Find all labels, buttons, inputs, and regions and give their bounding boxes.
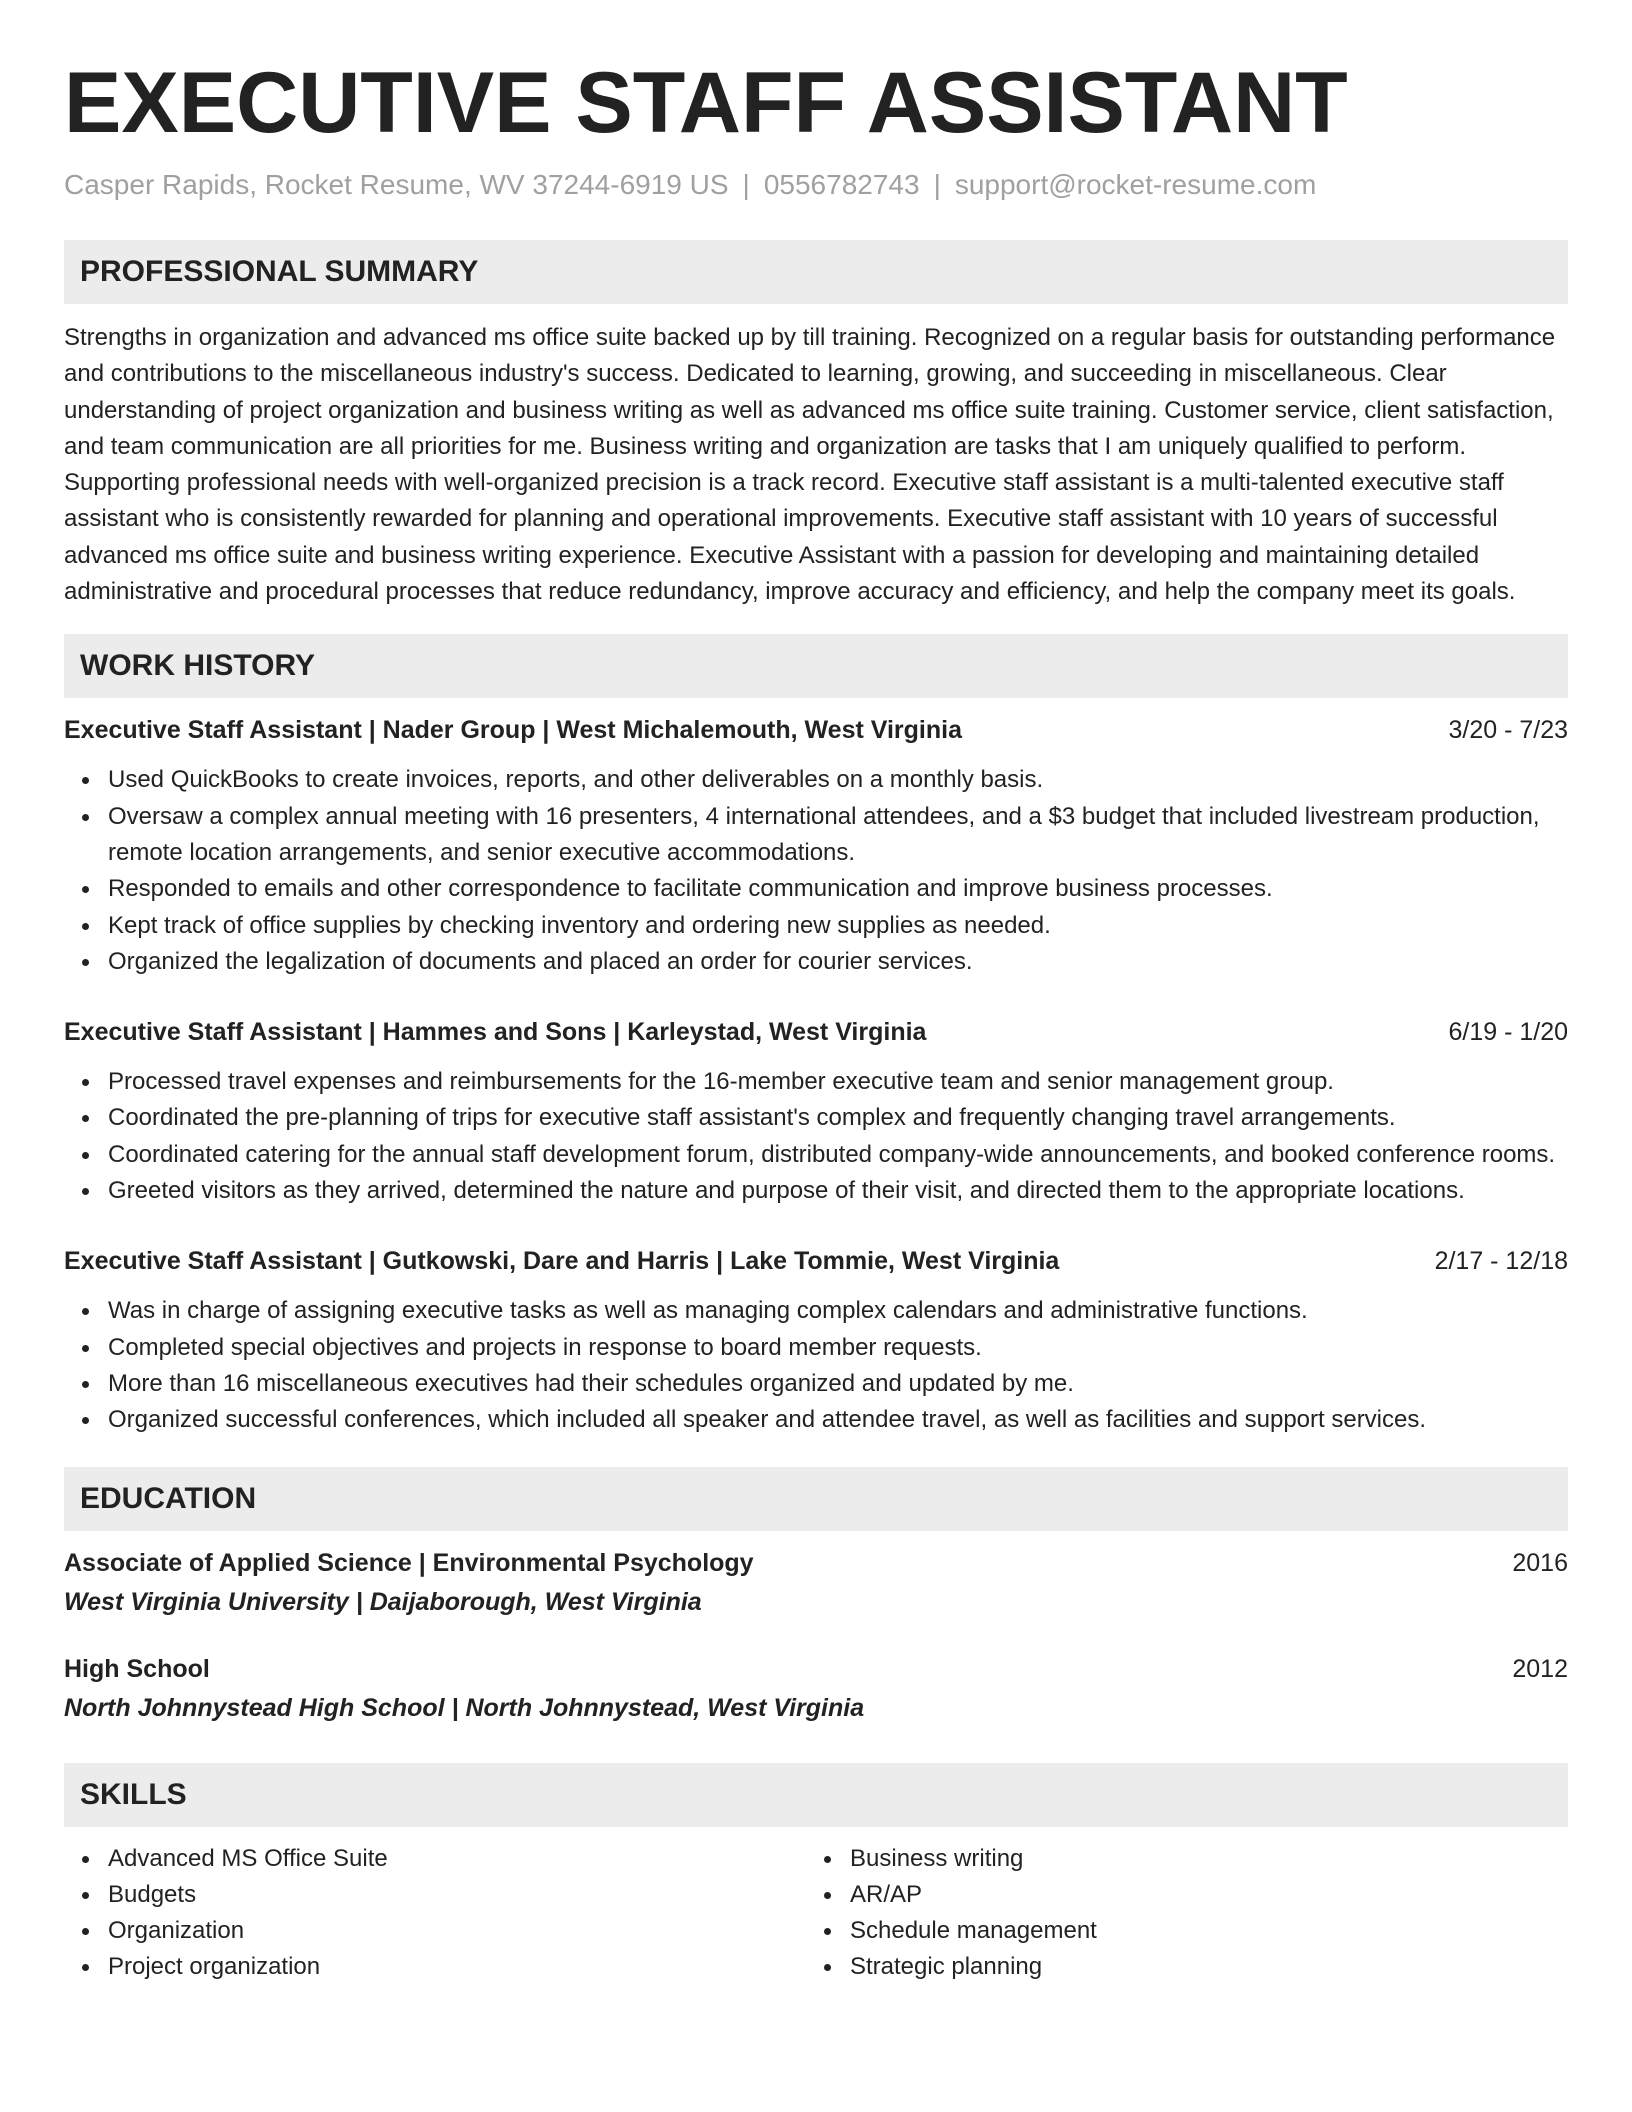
job-title: Executive Staff Assistant | Nader Group | West Michalemouth, West Virginia [64, 716, 962, 745]
skill-item: AR/AP [850, 1877, 1548, 1913]
education-school: West Virginia University | Daijaborough, West Virginia [64, 1587, 702, 1616]
job-bullet: More than 16 miscellaneous executives had their schedules organized and updated by me. [108, 1366, 1568, 1402]
job-entry [64, 1243, 1568, 1438]
job-bullet: Completed special objectives and projects in response to board member requests. [108, 1330, 1568, 1366]
work-history-heading: WORK HISTORY [64, 634, 1568, 698]
job-bullet: Used QuickBooks to create invoices, reports, and other deliverables on a monthly basis. [108, 762, 1568, 798]
contact-email: support@rocket-resume.com [954, 169, 1317, 200]
summary-text: Strengths in organization and advanced ms office suite backed up by till training. Recognized on a regular basis for outstanding performance and contributions to the miscellaneous industry's success. Dedicated to learning, growing, and succeeding in miscellaneous. Clear understanding of project organization and business writing as well as advanced ms office suite training. Customer service, client satisfaction, and team communication are all priorities for me. Business writing and organization are tasks that I am uniquely qualified to perform. Supporting professional needs with well-organized precision is a track record. Executive staff assistant is a multi-talented executive staff assistant who is consistently rewarded for planning and operational improvements. Executive staff assistant with 10 years of successful advanced ms office suite and business writing experience. Executive Assistant with a passion for developing and maintaining detailed administrative and procedural processes that reduce redundancy, improve accuracy and efficiency, and help the company meet its goals. [64, 324, 1556, 606]
contact-line [64, 166, 1568, 204]
job-bullets [64, 1064, 1568, 1209]
job-bullet: Processed travel expenses and reimbursements for the 16-member executive team and senior management group. [108, 1064, 1568, 1100]
skill-item: Project organization [108, 1949, 806, 1985]
education-school: North Johnnystead High School | North Johnnystead, West Virginia [64, 1693, 865, 1722]
job-bullet: Was in charge of assigning executive tasks as well as managing complex calendars and administrative functions. [108, 1293, 1568, 1329]
skills-list [64, 1841, 1568, 1986]
education-year: 2016 [1512, 1548, 1568, 1577]
skill-item: Advanced MS Office Suite [108, 1841, 806, 1877]
skills-column-right [806, 1841, 1548, 1986]
contact-separator: | [742, 169, 750, 200]
job-bullet: Responded to emails and other correspondence to facilitate communication and improve business processes. [108, 871, 1568, 907]
education-entry [64, 1651, 1568, 1727]
education-entry [64, 1545, 1568, 1621]
skill-item: Budgets [108, 1877, 806, 1913]
summary-heading: PROFESSIONAL SUMMARY [64, 240, 1568, 304]
skill-item: Schedule management [850, 1913, 1548, 1949]
job-dates: 3/20 - 7/23 [1448, 716, 1568, 745]
skill-item: Organization [108, 1913, 806, 1949]
job-bullet: Coordinated catering for the annual staff development forum, distributed company-wide announcements, and booked conference rooms. [108, 1137, 1568, 1173]
job-bullet: Greeted visitors as they arrived, determined the nature and purpose of their visit, and directed them to the appropriate locations. [108, 1173, 1568, 1209]
contact-address: Casper Rapids, Rocket Resume, WV 37244-6919 US [64, 169, 729, 200]
job-title: Executive Staff Assistant | Gutkowski, Dare and Harris | Lake Tommie, West Virginia [64, 1247, 1060, 1276]
job-entry [64, 1014, 1568, 1209]
education-year: 2012 [1512, 1654, 1568, 1683]
resume-page [64, 48, 1568, 1986]
job-bullet: Coordinated the pre-planning of trips for executive staff assistant's complex and frequently changing travel arrangements. [108, 1100, 1568, 1136]
skills-heading: SKILLS [64, 1763, 1568, 1827]
education-degree: Associate of Applied Science | Environmental Psychology [64, 1548, 754, 1577]
job-bullet: Organized successful conferences, which included all speaker and attendee travel, as well as facilities and support services. [108, 1402, 1568, 1438]
skill-item: Strategic planning [850, 1949, 1548, 1985]
resume-name: EXECUTIVE STAFF ASSISTANT [64, 55, 1348, 151]
skill-item: Business writing [850, 1841, 1548, 1877]
contact-separator: | [933, 169, 941, 200]
skills-column-left [64, 1841, 806, 1986]
job-bullet: Kept track of office supplies by checking inventory and ordering new supplies as needed. [108, 908, 1568, 944]
job-bullet: Oversaw a complex annual meeting with 16 presenters, 4 international attendees, and a $3 budget that included livestream production, remote location arrangements, and senior executive accommodations. [108, 799, 1568, 872]
job-bullets [64, 1293, 1568, 1438]
education-degree: High School [64, 1654, 210, 1683]
job-entry [64, 712, 1568, 980]
job-bullets [64, 762, 1568, 980]
education-heading: EDUCATION [64, 1467, 1568, 1531]
contact-phone: 0556782743 [763, 169, 920, 200]
job-title: Executive Staff Assistant | Hammes and Sons | Karleystad, West Virginia [64, 1018, 927, 1047]
job-bullet: Organized the legalization of documents and placed an order for courier services. [108, 944, 1568, 980]
job-dates: 2/17 - 12/18 [1434, 1247, 1568, 1276]
job-dates: 6/19 - 1/20 [1448, 1018, 1568, 1047]
